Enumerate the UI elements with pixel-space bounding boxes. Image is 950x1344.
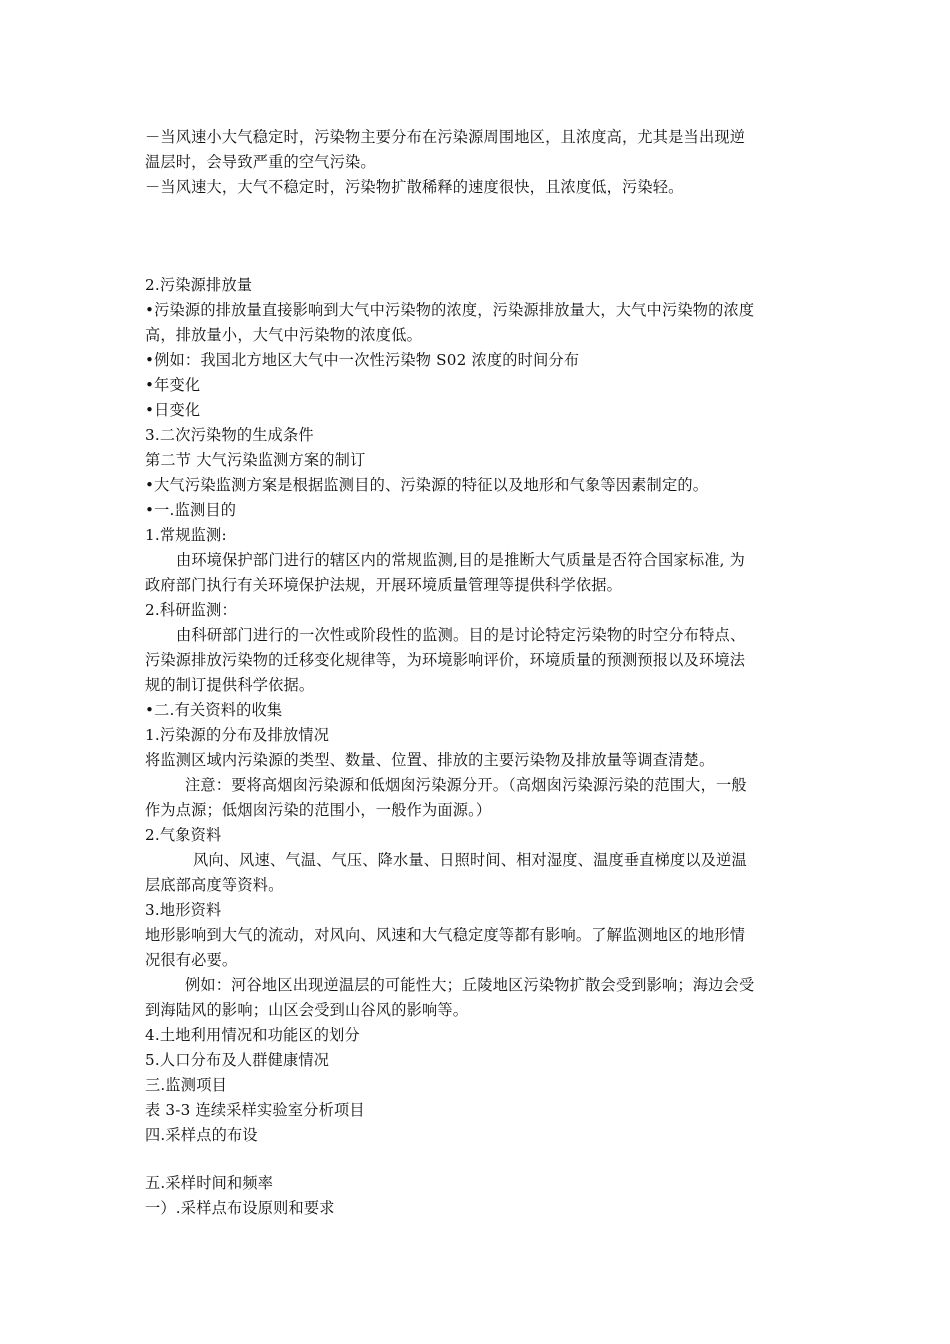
section-heading: •二.有关资料的收集 [145, 701, 283, 719]
table-caption: 表 3-3 连续采样实验室分析项目 [145, 1101, 365, 1119]
section-heading: 一）.采样点布设原则和要求 [145, 1199, 335, 1217]
text-line: 高，排放量小，大气中污染物的浓度低。 [145, 326, 422, 344]
text-line: 政府部门执行有关环境保护法规，开展环境质量管理等提供科学依据。 [145, 576, 623, 594]
section-heading: 4.土地利用情况和功能区的划分 [145, 1026, 360, 1044]
section-heading: 2.科研监测： [145, 601, 237, 619]
section-heading: 四.采样点的布设 [145, 1126, 258, 1144]
text-line: 由环境保护部门进行的辖区内的常规监测,目的是推断大气质量是否符合国家标准, 为 [176, 551, 746, 569]
text-line: 例如：河谷地区出现逆温层的可能性大；丘陵地区污染物扩散会受到影响；海边会受 [185, 976, 755, 994]
text-line: •日变化 [145, 401, 201, 419]
section-heading: 三.监测项目 [145, 1076, 227, 1094]
section-heading: 2.污染源排放量 [145, 276, 253, 294]
section-heading: 1.污染源的分布及排放情况 [145, 726, 330, 744]
text-line: 将监测区域内污染源的类型、数量、位置、排放的主要污染物及排放量等调查清楚。 [145, 751, 715, 769]
text-line: 风向、风速、气温、气压、降水量、日照时间、相对湿度、温度垂直梯度以及逆温 [193, 851, 747, 869]
section-heading: 3.二次污染物的生成条件 [145, 426, 314, 444]
text-line: 规的制订提供科学依据。 [145, 676, 315, 694]
text-line: 作为点源；低烟囱污染的范围小，一般作为面源。） [145, 801, 492, 819]
text-line: －当风速小大气稳定时，污染物主要分布在污染源周围地区，且浓度高，尤其是当出现逆 [145, 128, 746, 146]
chapter-heading: 第二节 大气污染监测方案的制订 [145, 451, 366, 469]
section-heading: 5.人口分布及人群健康情况 [145, 1051, 330, 1069]
text-line: 地形影响到大气的流动，对风向、风速和大气稳定度等都有影响。了解监测地区的地形情 [145, 926, 746, 944]
section-heading: 2.气象资料 [145, 826, 222, 844]
text-line: 况很有必要。 [145, 951, 238, 969]
text-line: •例如：我国北方地区大气中一次性污染物 S02 浓度的时间分布 [145, 351, 580, 369]
text-line: •年变化 [145, 376, 201, 394]
text-line: 温层时，会导致严重的空气污染。 [145, 153, 376, 171]
section-heading: 1.常规监测: [145, 526, 227, 544]
text-line: 由科研部门进行的一次性或阶段性的监测。目的是讨论特定污染物的时空分布特点、 [176, 626, 746, 644]
text-line: 层底部高度等资料。 [145, 876, 284, 894]
section-heading: •一.监测目的 [145, 501, 237, 519]
text-line: －当风速大，大气不稳定时，污染物扩散稀释的速度很快，且浓度低，污染轻。 [145, 178, 684, 196]
text-line: 注意：要将高烟囱污染源和低烟囱污染源分开。（高烟囱污染源污染的范围大，一般 [185, 776, 747, 794]
text-line: •大气污染监测方案是根据监测目的、污染源的特征以及地形和气象等因素制定的。 [145, 476, 709, 494]
text-line: 到海陆风的影响；山区会受到山谷风的影响等。 [145, 1001, 469, 1019]
section-heading: 3.地形资料 [145, 901, 222, 919]
text-line: 污染源排放污染物的迁移变化规律等，为环境影响评价，环境质量的预测预报以及环境法 [145, 651, 746, 669]
section-heading: 五.采样时间和频率 [145, 1174, 274, 1192]
text-line: •污染源的排放量直接影响到大气中污染物的浓度，污染源排放量大，大气中污染物的浓度 [145, 301, 755, 319]
